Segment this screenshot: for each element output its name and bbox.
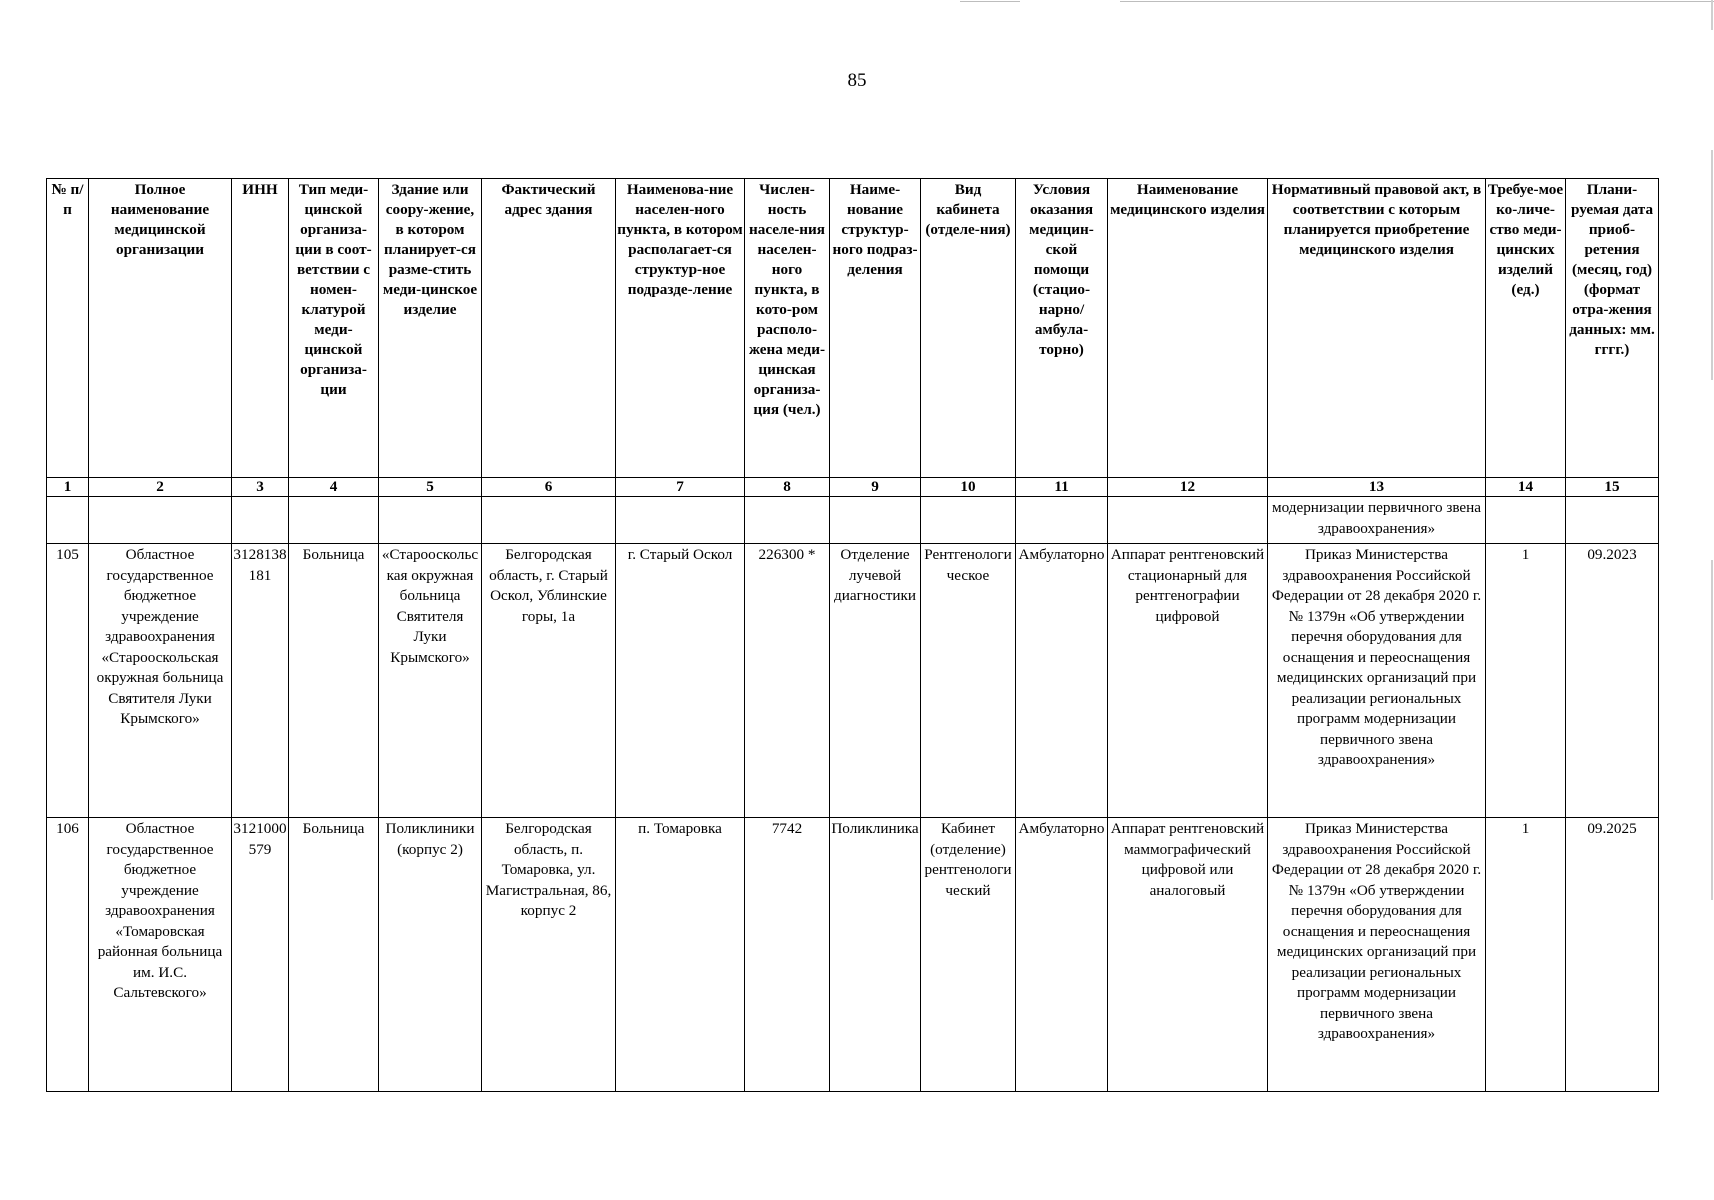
col-header-type: Тип меди-цинской организа-ции в соот-ветствии с номен-клатурой меди-цинской организа-ции	[289, 179, 379, 478]
address-cell: Белгородская область, г. Старый Оскол, Ублинские горы, 1а	[482, 544, 616, 818]
scan-top-line	[960, 1, 1020, 2]
locality-cell: г. Старый Оскол	[616, 544, 745, 818]
empty-cell	[379, 497, 482, 544]
col-number: 8	[745, 478, 830, 497]
scan-edge-mark	[1711, 560, 1713, 900]
empty-cell	[289, 497, 379, 544]
scan-edge-mark	[1711, 150, 1713, 380]
row-number: 105	[47, 544, 89, 818]
org-type-cell: Больница	[289, 818, 379, 1092]
header-row	[47, 179, 1659, 478]
col-number: 11	[1016, 478, 1108, 497]
col-header-locality: Наименова-ние населен-ного пункта, в котором располагает-ся структур-ное подразде-ление	[616, 179, 745, 478]
col-header-name: Полное наименование медицинской организации	[89, 179, 232, 478]
col-header-inn: ИНН	[232, 179, 289, 478]
col-header-qty: Требуе-мое ко-личе-ство меди-цинских изделий (ед.)	[1486, 179, 1566, 478]
unit-cell: Отделение лучевой диагностики	[830, 544, 921, 818]
building-cell: Поликлиники (корпус 2)	[379, 818, 482, 1092]
inn-cell: 3128138181	[232, 544, 289, 818]
empty-cell	[1016, 497, 1108, 544]
col-header-conditions: Условия оказания медицин-ской помощи (стацио-нарно/ амбула-торно)	[1016, 179, 1108, 478]
empty-cell	[482, 497, 616, 544]
col-header-address: Фактический адрес здания	[482, 179, 616, 478]
col-header-building: Здание или соору-жение, в котором планирует-ся разме-стить меди-цинское изделие	[379, 179, 482, 478]
scan-edge-mark	[1711, 0, 1713, 30]
empty-cell	[616, 497, 745, 544]
col-number: 3	[232, 478, 289, 497]
continuation-row	[47, 497, 1659, 544]
device-cell: Аппарат рентгеновский стационарный для рентгенографии цифровой	[1108, 544, 1268, 818]
col-number: 6	[482, 478, 616, 497]
cabinet-cell: Кабинет (отделение) рентгенологический	[921, 818, 1016, 1092]
column-number-row	[47, 478, 1659, 497]
col-number: 10	[921, 478, 1016, 497]
col-number: 5	[379, 478, 482, 497]
conditions-cell: Амбулаторно	[1016, 544, 1108, 818]
conditions-cell: Амбулаторно	[1016, 818, 1108, 1092]
population-cell: 7742	[745, 818, 830, 1092]
col-number: 13	[1268, 478, 1486, 497]
empty-cell	[47, 497, 89, 544]
col-number: 15	[1566, 478, 1659, 497]
quantity-cell: 1	[1486, 544, 1566, 818]
empty-cell	[1108, 497, 1268, 544]
col-header-unit: Наиме-нование структур-ного подраз-деления	[830, 179, 921, 478]
empty-cell	[232, 497, 289, 544]
quantity-cell: 1	[1486, 818, 1566, 1092]
col-header-device: Наименование медицинского изделия	[1108, 179, 1268, 478]
act-continuation-cell: модернизации первичного звена здравоохранения»	[1268, 497, 1486, 544]
empty-cell	[89, 497, 232, 544]
table-row	[47, 818, 1659, 1092]
locality-cell: п. Томаровка	[616, 818, 745, 1092]
organization-name: Областное государственное бюджетное учреждение здравоохранения «Томаровская районная больница им. И.С. Сальтевского»	[89, 818, 232, 1092]
col-number: 1	[47, 478, 89, 497]
inn-cell: 3121000579	[232, 818, 289, 1092]
organization-name: Областное государственное бюджетное учреждение здравоохранения «Старооскольская окружная больница Святителя Луки Крымского»	[89, 544, 232, 818]
legal-act-cell: Приказ Министерства здравоохранения Российской Федерации от 28 декабря 2020 г. № 1379н «Об утверждении перечня оборудования для оснащения и переоснащения медицинских организаций при реализации региональных программ модернизации первичного звена здравоохранения»	[1268, 818, 1486, 1092]
population-cell: 226300 *	[745, 544, 830, 818]
cabinet-cell: Рентгенологическое	[921, 544, 1016, 818]
table-row	[47, 544, 1659, 818]
device-cell: Аппарат рентгеновский маммографический цифровой или аналоговый	[1108, 818, 1268, 1092]
unit-cell: Поликлиника	[830, 818, 921, 1092]
col-header-date: Плани-руемая дата приоб-ретения (месяц, год) (формат отра-жения данных: мм. гггг.)	[1566, 179, 1659, 478]
col-header-no: № п/п	[47, 179, 89, 478]
legal-act-cell: Приказ Министерства здравоохранения Российской Федерации от 28 декабря 2020 г. № 1379н «Об утверждении перечня оборудования для оснащения и переоснащения медицинских организаций при реализации региональных программ модернизации первичного звена здравоохранения»	[1268, 544, 1486, 818]
empty-cell	[1566, 497, 1659, 544]
date-cell: 09.2023	[1566, 544, 1659, 818]
date-cell: 09.2025	[1566, 818, 1659, 1092]
col-number: 9	[830, 478, 921, 497]
col-number: 12	[1108, 478, 1268, 497]
col-header-cabinet: Вид кабинета (отделе-ния)	[921, 179, 1016, 478]
col-number: 2	[89, 478, 232, 497]
building-cell: «Старооскольская окружная больница Святителя Луки Крымского»	[379, 544, 482, 818]
address-cell: Белгородская область, п. Томаровка, ул. Магистральная, 86, корпус 2	[482, 818, 616, 1092]
row-number: 106	[47, 818, 89, 1092]
org-type-cell: Больница	[289, 544, 379, 818]
col-number: 4	[289, 478, 379, 497]
empty-cell	[745, 497, 830, 544]
col-number: 7	[616, 478, 745, 497]
scan-top-line-right	[1120, 1, 1714, 2]
empty-cell	[921, 497, 1016, 544]
empty-cell	[1486, 497, 1566, 544]
col-header-act: Нормативный правовой акт, в соответствии с которым планируется приобретение медицинского изделия	[1268, 179, 1486, 478]
page-number: 85	[847, 70, 867, 91]
empty-cell	[830, 497, 921, 544]
col-header-population: Числен-ность населе-ния населен-ного пункта, в кото-ром располо-жена меди-цинская организа-ция (чел.)	[745, 179, 830, 478]
equipment-table	[46, 178, 1659, 1092]
col-number: 14	[1486, 478, 1566, 497]
